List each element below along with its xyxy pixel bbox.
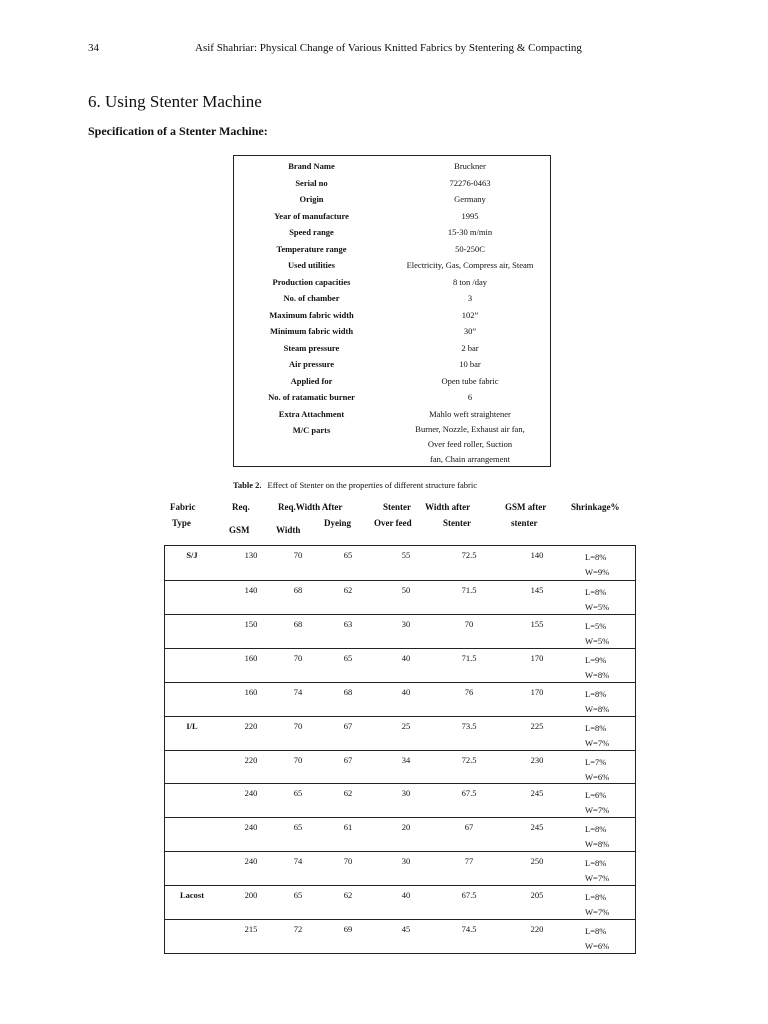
cell-width-after-stenter: 73.5 [461, 720, 477, 731]
spec-value: 2 bar [461, 342, 479, 353]
shrinkage-w: W=7% [585, 737, 610, 748]
spec-value: Electricity, Gas, Compress air, Steam [406, 260, 534, 270]
shrinkage-w: W=8% [585, 703, 610, 714]
header-req: Req. [232, 502, 250, 512]
cell-shrinkage [585, 721, 635, 751]
shrinkage-w: W=5% [585, 601, 610, 612]
spec-title: Specification of a Stenter Machine: [88, 124, 268, 138]
cell-req-width: 70 [293, 652, 303, 663]
page-number: 34 [88, 42, 99, 54]
cell-width-after-stenter: 76 [464, 686, 474, 697]
shrinkage-w: W=7% [585, 805, 610, 816]
spec-row [234, 290, 550, 307]
spec-label: Minimum fabric width [269, 326, 354, 336]
cell-req-gsm: 140 [244, 584, 258, 595]
spec-row [234, 208, 550, 225]
effect-table [164, 545, 636, 954]
header-stenter: Stenter [383, 502, 411, 512]
cell-width-after-dyeing: 65 [343, 652, 353, 663]
cell-gsm-after-stenter: 170 [530, 652, 544, 663]
cell-width-after-dyeing: 65 [343, 550, 353, 560]
cell-gsm-after-stenter: 230 [530, 754, 544, 765]
spec-value: Bruckner [454, 161, 486, 171]
cell-stenter-over-feed: 40 [401, 652, 411, 663]
cell-width-after-stenter: 71.5 [461, 584, 477, 595]
header-width-after: Width after [425, 502, 471, 512]
cell-width-after-stenter: 67.5 [461, 890, 477, 901]
cell-stenter-over-feed: 34 [401, 754, 411, 765]
cell-width-after-stenter: 70 [464, 618, 474, 629]
cell-req-gsm: 220 [244, 754, 258, 765]
spec-value: Mahlo weft straightener [429, 408, 511, 419]
spec-row [234, 158, 550, 175]
spec-label: Air pressure [288, 359, 335, 369]
cell-width-after-stenter: 74.5 [461, 924, 477, 935]
cell-req-width: 72 [293, 924, 303, 935]
cell-width-after-dyeing: 62 [343, 788, 353, 799]
header-type: Type [172, 518, 191, 528]
cell-stenter-over-feed: 40 [401, 686, 411, 697]
spec-row [234, 224, 550, 241]
cell-shrinkage [585, 924, 635, 954]
cell-gsm-after-stenter: 170 [530, 686, 544, 697]
spec-row [234, 373, 550, 390]
spec-row [234, 307, 550, 324]
cell-width-after-dyeing: 70 [343, 856, 353, 867]
spec-value: Open tube fabric [441, 375, 499, 386]
cell-fabric-type: I/L [186, 720, 198, 731]
table-row [165, 851, 635, 885]
spec-label: No. of ratamatic burner [268, 392, 355, 402]
cell-req-gsm: 240 [244, 856, 258, 867]
spec-value-line: Over feed roller, Suction [427, 439, 513, 449]
cell-width-after-dyeing: 67 [343, 720, 353, 731]
spec-row [234, 389, 550, 406]
table-row [165, 885, 635, 919]
cell-req-width: 74 [293, 686, 303, 697]
cell-width-after-dyeing: 69 [343, 924, 353, 935]
cell-gsm-after-stenter: 245 [530, 822, 544, 833]
cell-req-gsm: 240 [244, 788, 258, 799]
spec-row [234, 257, 550, 274]
cell-req-gsm: 160 [244, 652, 258, 663]
spec-label: Applied for [290, 375, 333, 386]
spec-row [234, 175, 550, 192]
cell-gsm-after-stenter: 155 [530, 618, 544, 629]
caption-label: Table 2. [233, 480, 262, 490]
cell-shrinkage [585, 788, 635, 818]
table-row [165, 783, 635, 817]
shrinkage-l: L=5% [585, 620, 607, 631]
cell-gsm-after-stenter: 245 [530, 788, 544, 799]
header-shrinkage: Shrinkage% [571, 502, 620, 512]
cell-req-width: 65 [293, 822, 303, 833]
header-stenter-3: stenter [511, 518, 538, 528]
spec-row [234, 356, 550, 373]
spec-label: Speed range [289, 227, 334, 237]
spec-label: Maximum fabric width [269, 309, 354, 320]
cell-stenter-over-feed: 30 [401, 788, 411, 799]
spec-label: Production capacities [272, 276, 351, 287]
spec-value-line: fan, Chain arrangement [429, 454, 510, 464]
shrinkage-l: L=8% [585, 858, 607, 869]
shrinkage-l: L=7% [585, 756, 607, 767]
spec-row [234, 274, 550, 291]
shrinkage-l: L=8% [585, 586, 607, 597]
cell-req-gsm: 220 [244, 720, 258, 731]
cell-stenter-over-feed: 50 [401, 584, 411, 595]
spec-label: Steam pressure [283, 342, 340, 353]
cell-req-width: 70 [293, 754, 303, 765]
cell-req-gsm: 200 [244, 890, 258, 901]
cell-req-gsm: 160 [244, 686, 258, 697]
spec-value: 30” [463, 326, 477, 336]
cell-width-after-dyeing: 61 [343, 822, 353, 833]
spec-label: Extra Attachment [278, 408, 345, 419]
cell-width-after-dyeing: 62 [343, 584, 353, 595]
header-dyeing: Dyeing [324, 518, 351, 528]
spec-value: 102” [461, 309, 479, 320]
cell-gsm-after-stenter: 225 [530, 720, 544, 731]
header-stenter-2: Stenter [443, 518, 471, 528]
spec-label: Serial no [295, 177, 328, 188]
spec-row [234, 340, 550, 357]
cell-shrinkage [585, 653, 635, 683]
cell-shrinkage [585, 890, 635, 920]
cell-width-after-stenter: 72.5 [461, 550, 477, 560]
cell-stenter-over-feed: 25 [401, 720, 411, 731]
spec-row [234, 241, 550, 258]
table-row [165, 919, 635, 953]
cell-width-after-stenter: 67.5 [461, 788, 477, 799]
cell-width-after-stenter: 71.5 [461, 652, 477, 663]
cell-width-after-dyeing: 62 [343, 890, 353, 901]
table-row [165, 580, 635, 614]
spec-value: 72276-0463 [449, 177, 491, 188]
shrinkage-w: W=6% [585, 771, 610, 782]
shrinkage-l: L=8% [585, 722, 607, 733]
cell-req-width: 68 [293, 584, 303, 595]
spec-row [234, 191, 550, 208]
header-over-feed: Over feed [374, 518, 412, 528]
shrinkage-l: L=9% [585, 654, 607, 665]
table-row [165, 546, 635, 580]
spec-value: 15-30 m/min [447, 227, 493, 237]
spec-row [234, 323, 550, 340]
cell-req-width: 74 [293, 856, 303, 867]
cell-shrinkage [585, 687, 635, 717]
spec-label: Origin [299, 194, 324, 204]
spec-label: No. of chamber [283, 293, 340, 303]
header-req-width: Req.Width After [278, 502, 343, 512]
caption-text: Effect of Stenter on the properties of different structure fabric [267, 480, 478, 490]
shrinkage-l: L=8% [585, 892, 607, 903]
header-title: Asif Shahriar: Physical Change of Various Knitted Fabrics by Stentering & Compacting [195, 42, 582, 54]
spec-value: 1995 [461, 210, 479, 221]
shrinkage-l: L=8% [585, 824, 607, 835]
shrinkage-w: W=8% [585, 669, 610, 680]
shrinkage-l: L=8% [585, 926, 607, 937]
cell-stenter-over-feed: 30 [401, 618, 411, 629]
cell-fabric-type: Lacost [179, 890, 205, 901]
table-row [165, 614, 635, 648]
spec-value: Germany [454, 194, 486, 204]
spec-label: Year of manufacture [274, 210, 349, 221]
header-gsm: GSM [229, 525, 250, 535]
cell-width-after-stenter: 72.5 [461, 754, 477, 765]
spec-row [234, 422, 550, 464]
cell-stenter-over-feed: 45 [401, 924, 411, 935]
cell-gsm-after-stenter: 145 [530, 584, 544, 595]
shrinkage-w: W=5% [585, 635, 610, 646]
section-title: 6. Using Stenter Machine [88, 92, 262, 111]
cell-width-after-dyeing: 67 [343, 754, 353, 765]
table-row [165, 648, 635, 682]
spec-value: 6 [467, 392, 473, 402]
cell-req-width: 65 [293, 788, 303, 799]
cell-stenter-over-feed: 30 [401, 856, 411, 867]
shrinkage-l: L=8% [585, 552, 607, 562]
spec-table [233, 155, 551, 467]
table-row [165, 817, 635, 851]
cell-shrinkage [585, 550, 635, 580]
spec-value-line: Burner, Nozzle, Exhaust air fan, [415, 424, 525, 434]
spec-value: 50-250C [455, 243, 485, 254]
cell-req-gsm: 150 [244, 618, 258, 629]
shrinkage-w: W=7% [585, 873, 610, 884]
spec-value: 8 ton /day [453, 276, 487, 287]
cell-width-after-stenter: 77 [464, 856, 474, 867]
shrinkage-l: L=6% [585, 790, 607, 801]
shrinkage-w: W=7% [585, 907, 610, 918]
cell-fabric-type: S/J [186, 550, 198, 560]
shrinkage-w: W=9% [585, 567, 610, 577]
table-caption [233, 480, 477, 490]
table-row [165, 716, 635, 750]
cell-req-width: 68 [293, 618, 303, 629]
shrinkage-l: L=8% [585, 688, 607, 699]
header-fabric: Fabric [170, 502, 196, 512]
spec-value: 3 [467, 293, 473, 303]
spec-label: Brand Name [288, 161, 335, 171]
shrinkage-w: W=6% [585, 941, 610, 952]
spec-value: 10 bar [459, 359, 481, 369]
cell-shrinkage [585, 856, 635, 886]
cell-gsm-after-stenter: 140 [530, 550, 544, 560]
cell-req-gsm: 130 [244, 550, 258, 560]
cell-gsm-after-stenter: 205 [530, 890, 544, 901]
cell-req-gsm: 215 [244, 924, 258, 935]
header-width: Width [276, 525, 301, 535]
cell-req-width: 65 [293, 890, 303, 901]
cell-stenter-over-feed: 20 [401, 822, 411, 833]
cell-gsm-after-stenter: 250 [530, 856, 544, 867]
cell-shrinkage [585, 619, 635, 649]
cell-width-after-dyeing: 68 [343, 686, 353, 697]
cell-gsm-after-stenter: 220 [530, 924, 544, 935]
spec-label: Used utilities [288, 260, 335, 270]
table-row [165, 682, 635, 716]
cell-shrinkage [585, 755, 635, 785]
cell-stenter-over-feed: 40 [401, 890, 411, 901]
cell-stenter-over-feed: 55 [401, 550, 411, 560]
spec-label: M/C parts [292, 425, 331, 435]
cell-shrinkage [585, 822, 635, 852]
cell-req-width: 70 [293, 720, 303, 731]
cell-width-after-dyeing: 63 [343, 618, 353, 629]
cell-req-width: 70 [293, 550, 303, 560]
cell-shrinkage [585, 585, 635, 615]
cell-width-after-stenter: 67 [464, 822, 474, 833]
header-gsm-after: GSM after [505, 502, 547, 512]
shrinkage-w: W=8% [585, 839, 610, 850]
spec-row [234, 406, 550, 423]
cell-req-gsm: 240 [244, 822, 258, 833]
spec-label: Temperature range [276, 243, 347, 254]
table-row [165, 750, 635, 784]
